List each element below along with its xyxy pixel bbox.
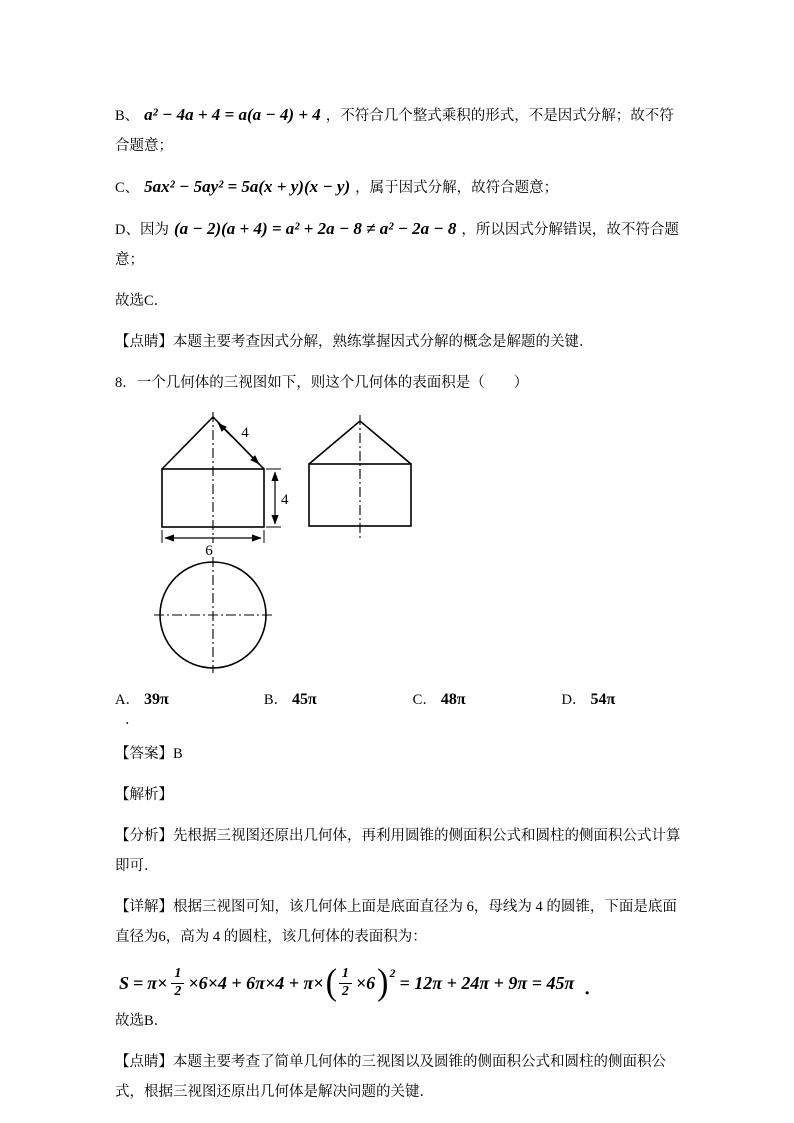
option-d-formula: (a − 2)(a + 4) = a² + 2a − 8 ≠ a² − 2a − 8 bbox=[173, 219, 457, 238]
formula-fraction-2 bbox=[339, 966, 352, 999]
answer-tag: 【答案】 bbox=[115, 746, 173, 762]
answer-line bbox=[115, 739, 682, 769]
analysis-heading: 【解析】 bbox=[115, 787, 173, 803]
option-b-formula: a² − 4a + 4 = a(a − 4) + 4 bbox=[144, 105, 321, 124]
formula-seg3: ×6 bbox=[355, 972, 376, 993]
option-a bbox=[115, 687, 264, 713]
option-b-label: B、 bbox=[115, 108, 140, 124]
front-height-dim-label: 4 bbox=[281, 492, 289, 508]
option-c-value: 48π bbox=[440, 691, 466, 708]
side-view bbox=[309, 415, 411, 541]
option-c-formula: 5ax² − 5ay² = 5a(x + y)(x − y) bbox=[144, 177, 351, 196]
detail-paragraph: 【详解】根据三视图可知，该几何体上面是底面直径为 6，母线为 4 的圆锥，下面是底面直径为6，高为 4 的圆柱，该几何体的表面积为： bbox=[115, 899, 677, 945]
top-view bbox=[154, 557, 272, 673]
option-c-text: ，属于因式分解，故符合题意； bbox=[355, 180, 559, 196]
surface-area-formula bbox=[117, 962, 682, 1003]
option-b-value: 45π bbox=[292, 691, 317, 708]
tip-8: 【点睛】本题主要考查了简单几何体的三视图以及圆锥的侧面积公式和圆柱的侧面积公式，根据三视图还原出几何体是解决问题的关键． bbox=[115, 1054, 666, 1100]
option-d bbox=[562, 687, 682, 713]
analysis-paragraph: 【分析】先根据三视图还原出几何体，再利用圆锥的侧面积公式和圆柱的侧面积公式计算即可． bbox=[115, 828, 681, 874]
fraction-2-denominator: 2 bbox=[339, 983, 352, 1000]
conclusion-7: 故选C． bbox=[115, 293, 169, 309]
option-b-choice-label: B． bbox=[263, 692, 288, 708]
option-d-label: D、因为 bbox=[115, 222, 169, 238]
formula-seg1: π× bbox=[147, 972, 168, 993]
conclusion-8: 故选B． bbox=[115, 1013, 169, 1029]
fraction-1-numerator: 1 bbox=[174, 966, 182, 982]
fraction-2-numerator: 1 bbox=[341, 966, 349, 982]
formula-fraction-1 bbox=[171, 966, 184, 999]
front-slant-dim-label: 4 bbox=[241, 425, 249, 441]
formula-equals: = bbox=[133, 972, 144, 993]
three-view-figure bbox=[137, 409, 597, 681]
front-view bbox=[162, 412, 289, 559]
tip-7: 【点睛】本题主要考查因式分解，熟练掌握因式分解的概念是解题的关键． bbox=[115, 334, 594, 350]
option-c-choice-label: C． bbox=[412, 692, 437, 708]
slant-dim-arrow-upper bbox=[218, 423, 232, 437]
formula-seg4: = 12π + 24π + 9π = 45π bbox=[399, 972, 575, 993]
option-d-text: ，所以因式分解错误，故不符合题意； bbox=[115, 222, 679, 268]
formula-seg2: ×6×4 + 6π×4 + π× bbox=[188, 972, 324, 993]
formula-left-paren: ( bbox=[325, 962, 337, 1003]
option-d-value: 54π bbox=[590, 691, 616, 708]
formula-lhs: S bbox=[119, 972, 130, 993]
options-row bbox=[115, 687, 682, 713]
question-8-stem: 8．一个几何体的三视图如下，则这个几何体的表面积是（ ） bbox=[115, 375, 529, 391]
option-b-text: ，不符合几个整式乘积的形式，不是因式分解；故不符合题意； bbox=[115, 108, 674, 154]
option-a-value: 39π bbox=[143, 691, 169, 708]
answer-value: B bbox=[173, 746, 183, 762]
slant-dim-arrow-lower bbox=[245, 450, 259, 464]
option-a-label: A． bbox=[115, 692, 140, 708]
solution-line-c bbox=[115, 172, 682, 203]
solution-line-b bbox=[115, 100, 682, 161]
formula-period: ． bbox=[584, 978, 603, 998]
stray-period: ． bbox=[125, 712, 140, 728]
formula-right-paren: ) bbox=[377, 962, 389, 1003]
front-width-dim-label: 6 bbox=[205, 543, 213, 559]
option-d-choice-label: D． bbox=[561, 692, 587, 708]
fraction-1-denominator: 2 bbox=[171, 983, 184, 1000]
formula-exponent: 2 bbox=[389, 966, 396, 980]
option-c-label: C、 bbox=[115, 180, 140, 196]
option-c bbox=[413, 687, 562, 713]
solution-line-d bbox=[115, 214, 682, 275]
option-b bbox=[264, 687, 413, 713]
